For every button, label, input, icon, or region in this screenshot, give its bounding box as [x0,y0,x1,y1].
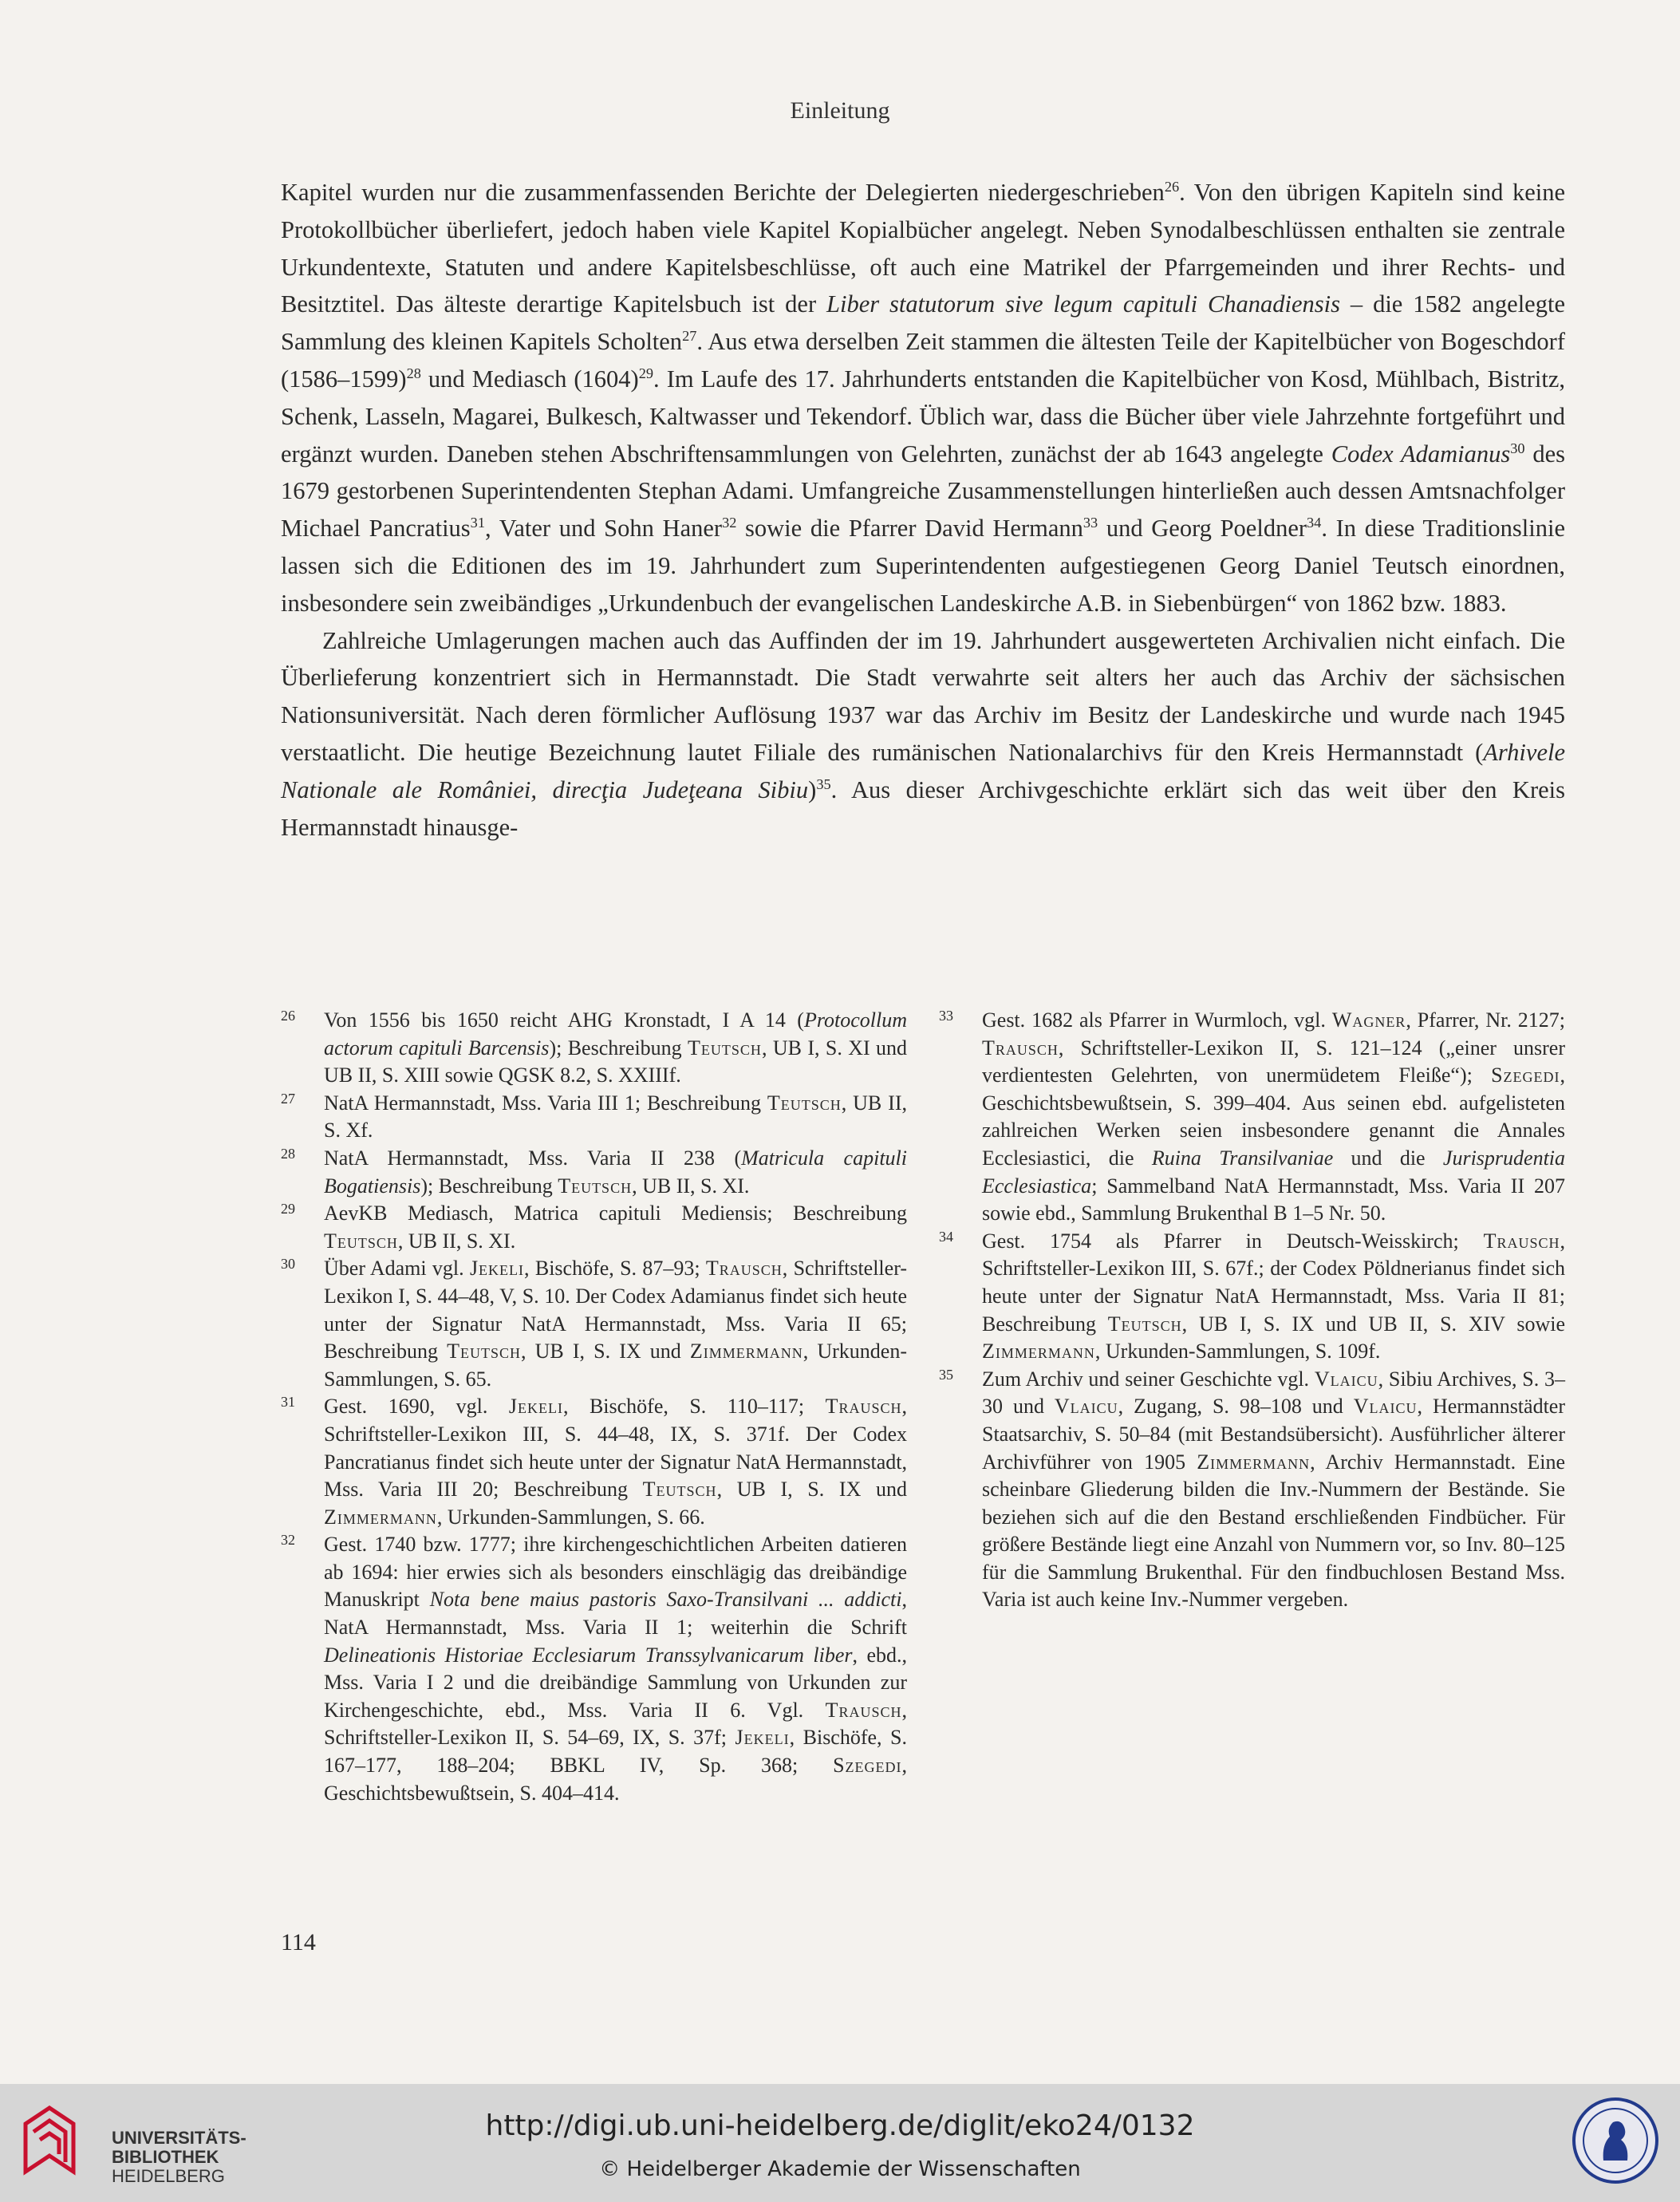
author-name: Trausch [1483,1229,1560,1253]
paragraph [281,174,1565,622]
author-name: Teutsch [642,1478,717,1502]
author-name: Trausch [705,1257,783,1281]
text: , Zugang, S. 98–108 und [1118,1395,1354,1419]
footnote-ref: 33 [1083,515,1098,531]
text: AevKB Mediasch, Matrica capituli Mediensis; Beschreibung [324,1202,907,1225]
italic: Jurisprudentia Ecclesiastica [982,1146,1566,1198]
author-name: Teutsch [558,1174,633,1198]
text: , UB I, S. IX und [520,1340,690,1363]
italic: Nota bene maius pastoris Saxo-Transilvani ... addicti [429,1588,902,1612]
author-name: Teutsch [767,1091,842,1115]
text: , Vater und Sohn Haner [484,515,723,543]
footnote-number: 26 [281,1008,295,1024]
text: Von 1556 bis 1650 reicht AHG Kronstadt, I A 14 ( [324,1008,804,1032]
author-name: Vlaicu [1054,1395,1118,1419]
text: NatA Hermannstadt, Mss. Varia III 1; Beschreibung [324,1091,767,1115]
logo-line: BIBLIOTHEK [112,2147,219,2167]
text: und Georg Poeldner [1098,515,1307,543]
text: . Von den übrigen Kapiteln sind keine Protokollbücher überliefert, jedoch haben viele Kapitel Kopialbücher angelegt. Neben Synodalbeschlüssen enthalten sie zentrale Urkundentexte, Statuten und andere Kapitelsbeschlüsse, oft auch eine Matrikel der Pfarrgemeinden und ihrer Rechts- und Besitztitel. Das älteste derartige Kapitelsbuch ist der [281,179,1565,318]
footnote-number: 27 [281,1090,295,1107]
text: , Bischöfe, S. 87–93; [524,1257,706,1281]
text: . In diese Traditionslinie lassen sich die Editionen des im 19. Jahrhundert zum Superintendenten aufgestiegenen Georg Daniel Teutsch einordnen, insbesondere sein zweibändiges „Urkundenbuch der evangelischen Landeskirche A.B. in Siebenbürgen“ von 1862 bzw. 1883. [281,515,1566,617]
text: , Schriftsteller-Lexikon II, S. 54–69, IX, S. 37f; [324,1698,907,1750]
italic: Protocollum actorum capituli Barcensis [324,1008,907,1060]
footnote-ref: 35 [816,775,831,792]
text: NatA Hermannstadt, Mss. Varia II 238 ( [324,1146,742,1170]
text: , Archiv Hermannstadt. Eine scheinbare Gliederung bilden die Inv.-Nummern der Bestände. Sie beziehen sich auf die den Bestand erschließenden Findbücher. Für größere Bestände liegt eine Anzahl von Nummern vor, so Inv. 80–125 für die Sammlung Brukenthal. Für den findbuchlosen Bestand Mss. Varia ist auch keine Inv.-Nummer vergeben. [982,1450,1565,1612]
footnote-number: 31 [281,1394,295,1411]
footnotes [281,1007,1565,1807]
text: , ebd., Mss. Varia I 2 und die dreibändige Sammlung von Urkunden zur Kirchengeschichte, ebd., Mss. Varia II 6. Vgl. [324,1643,907,1722]
footnote-ref: 34 [1307,515,1322,531]
author-name: Teutsch [688,1036,762,1060]
footnote-number: 29 [281,1201,295,1217]
text: . Im Laufe des 17. Jahrhunderts entstanden die Kapitelbücher von Kosd, Mühlbach, Bistritz, Schenk, Lasseln, Magarei, Bulkesch, Kaltwasser und Tekendorf. Üblich war, dass die Bücher über viele Jahrzehnte fortgeführt und ergänzt wurden. Daneben stehen Abschriftensammlungen von Gelehrten, zunächst der ab 1643 angelegte [281,365,1566,468]
footnote-ref: 28 [406,365,421,382]
text: Kapitel wurden nur die zusammenfassenden Berichte der Delegierten niedergeschrieben [281,179,1165,206]
academy-seal-icon[interactable] [1572,2097,1659,2184]
footer-bar [0,2084,1680,2202]
author-name: Trausch [825,1698,902,1722]
author-name: Szegedi [1491,1064,1560,1087]
author-name: Zimmermann [982,1340,1095,1363]
author-name: Teutsch [1107,1312,1182,1336]
footnote-29 [281,1200,907,1255]
author-name: Teutsch [324,1229,398,1253]
main-text [281,174,1565,846]
italic: Delineationis Historiae Ecclesiarum Transsylvanicarum liber [324,1643,853,1667]
author-name: Zimmermann [1197,1450,1311,1474]
text: und die [1333,1146,1443,1170]
footnote-number: 30 [281,1256,295,1273]
text: ; Sammelband NatA Hermannstadt, Mss. Varia II 207 sowie ebd., Sammlung Brukenthal B 1–5 Nr. 50. [982,1174,1565,1225]
text: ) [808,775,817,803]
italic-title: Liber statutorum sive legum capituli Chanadiensis [826,290,1341,318]
text: sowie die Pfarrer David Hermann [736,515,1083,543]
text: Über Adami vgl. [324,1257,470,1281]
text: , Schriftsteller-Lexikon III, S. 67f.; der Codex Pöldnerianus findet sich heute unter der Signatur NatA Hermannstadt, Mss. Varia II 81; Beschreibung [982,1229,1565,1336]
footnote-32 [281,1531,907,1807]
author-name: Jekeli [469,1257,525,1281]
author-name: Trausch [825,1395,902,1419]
footnote-26 [281,1007,907,1090]
running-head: Einleitung [790,97,890,124]
italic-title: Arhivele Nationale ale României, direcţia Judeţeana Sibiu [281,738,1565,803]
text: des 1679 gestorbenen Superintendenten Stephan Adami. Umfangreiche Zusammenstellungen hinterließen auch dessen Amtsnachfolger Michael Pancratius [281,440,1565,543]
footnote-27 [281,1090,907,1145]
text: Gest. 1690, vgl. [324,1395,509,1419]
text: , Bischöfe, S. 167–177, 188–204; BBKL IV, Sp. 368; [324,1726,907,1778]
logo-line: UNIVERSITÄTS- [112,2128,246,2148]
text: , Sibiu Archives, S. 3–30 und [982,1367,1565,1419]
text: , UB I, S. IX und UB II, S. XIV sowie [1181,1312,1566,1336]
page-number: 114 [281,1929,316,1955]
footnote-28 [281,1145,907,1200]
footnote-35 [939,1366,1565,1614]
text: , Pfarrer, Nr. 2127; [1406,1008,1565,1032]
text: , Urkunden-Sammlungen, S. 66. [436,1505,705,1529]
text: , Schriftsteller-Lexikon III, S. 44–48, IX, S. 371f. Der Codex Pancratianus findet sich heute unter der Signatur NatA Hermannstadt, Mss. Varia III 20; Beschreibung [324,1395,907,1502]
author-name: Vlaicu [1353,1395,1418,1419]
italic: Ruina Transilvaniae [1151,1146,1334,1170]
text: Zahlreiche Umlagerungen machen auch das Auffinden der im 19. Jahrhundert ausgewerteten Archivalien nicht einfach. Die Überlieferung konzentriert sich in Hermannstadt. Die Stadt verwahrte seit alters her auch das Archiv der sächsischen Nationsuniversität. Nach deren förmlicher Auflösung 1937 war das Archiv im Besitz der Landeskirche und wurde nach 1945 verstaatlicht. Die heutige Bezeichnung lautet Filiale des rumänischen Nationalarchivs für den Kreis Hermannstadt ( [281,626,1565,766]
footnote-ref: 30 [1510,440,1525,456]
footnote-31 [281,1393,907,1531]
text: ); Beschreibung [420,1174,558,1198]
author-name: Zimmermann [324,1505,437,1529]
text: , Geschichtsbewußtsein, S. 399–404. Aus seinen ebd. aufgelisteten zahlreichen Werken seien insbesondere genannt die Annales Ecclesiastici, die [982,1064,1565,1170]
text: , UB II, S. XI. [397,1229,516,1253]
author-name: Vlaicu [1314,1367,1378,1391]
author-name: Trausch [982,1036,1059,1060]
italic-title: Codex Adamianus [1331,440,1511,468]
author-name: Wagner [1331,1008,1406,1032]
text: und Mediasch (1604) [420,365,639,393]
footnote-number: 32 [281,1532,295,1549]
paragraph [281,622,1565,846]
italic: Matricula capituli Bogatiensis [324,1146,907,1198]
text: – die 1582 angelegte Sammlung des kleinen Kapitels Scholten [281,290,1565,356]
text: Gest. 1682 als Pfarrer in Wurmloch, vgl. [982,1008,1332,1032]
text: ); Beschreibung [549,1036,688,1060]
footnote-number: 33 [939,1008,953,1024]
author-name: Szegedi [833,1754,902,1778]
footnote-ref: 29 [638,365,653,382]
footnote-column-left [281,1007,907,1807]
logo-line: HEIDELBERG [112,2166,225,2186]
author-name: Zimmermann [689,1340,803,1363]
text: , Hermannstädter Staatsarchiv, S. 50–84 (mit Bestandsübersicht). Ausführlicher älterer Archivführer von 1905 [982,1395,1565,1474]
footnote-ref: 26 [1164,179,1180,195]
text: Zum Archiv und seiner Geschichte vgl. [982,1367,1315,1391]
text: , Urkunden-Sammlungen, S. 65. [324,1340,907,1391]
author-name: Jekeli [735,1726,790,1750]
text: Gest. 1754 als Pfarrer in Deutsch-Weisskirch; [982,1229,1484,1253]
permalink-url[interactable]: http://digi.ub.uni-heidelberg.de/diglit/eko24/0132 [485,2109,1195,2142]
footnote-ref: 32 [722,515,737,531]
footnote-ref: 31 [470,515,485,531]
footnote-number: 28 [281,1145,295,1162]
text: , UB I, S. XI und UB II, S. XIII sowie QGSK 8.2, S. XXIIIf. [324,1036,908,1087]
text: , NatA Hermannstadt, Mss. Varia II 1; weiterhin die Schrift [324,1588,907,1640]
text: , Schriftsteller-Lexikon II, S. 121–124 („einer unsrer verdientesten Gelehrten, von unermüdetem Fleiße“); [982,1036,1565,1087]
text: , Geschichtsbewußtsein, S. 404–414. [324,1754,907,1805]
text: , Bischöfe, S. 110–117; [562,1395,826,1419]
text: , Schriftsteller-Lexikon I, S. 44–48, V, S. 10. Der Codex Adamianus findet sich heute unter der Signatur NatA Hermannstadt, Mss. Varia II 65; Beschreibung [324,1257,907,1363]
footnote-33 [939,1007,1565,1228]
text: , Urkunden-Sammlungen, S. 109f. [1094,1340,1381,1363]
footnote-30 [281,1255,907,1393]
author-name: Teutsch [447,1340,521,1363]
text: , UB II, S. Xf. [324,1091,907,1142]
text: . Aus etwa derselben Zeit stammen die ältesten Teile der Kapitelbücher von Bogeschdorf (1586–1599) [281,328,1565,393]
footnote-ref: 27 [682,328,697,345]
text: . Aus dieser Archivgeschichte erklärt sich das weit über den Kreis Hermannstadt hinausge- [281,775,1565,841]
text: , UB II, S. XI. [632,1174,750,1198]
footnote-number: 34 [939,1228,953,1245]
text: Gest. 1740 bzw. 1777; ihre kirchengeschichtlichen Arbeiten datieren ab 1694: hier erwies sich als besonders einschlägig das dreibändige Manuskript [324,1533,907,1612]
footnote-number: 35 [939,1366,953,1383]
author-name: Jekeli [508,1395,563,1419]
footnote-34 [939,1228,1565,1366]
footnote-column-right [939,1007,1565,1807]
text: , UB I, S. IX und [716,1478,907,1502]
copyright-notice: © Heidelberger Akademie der Wissenschaften [599,2157,1081,2181]
